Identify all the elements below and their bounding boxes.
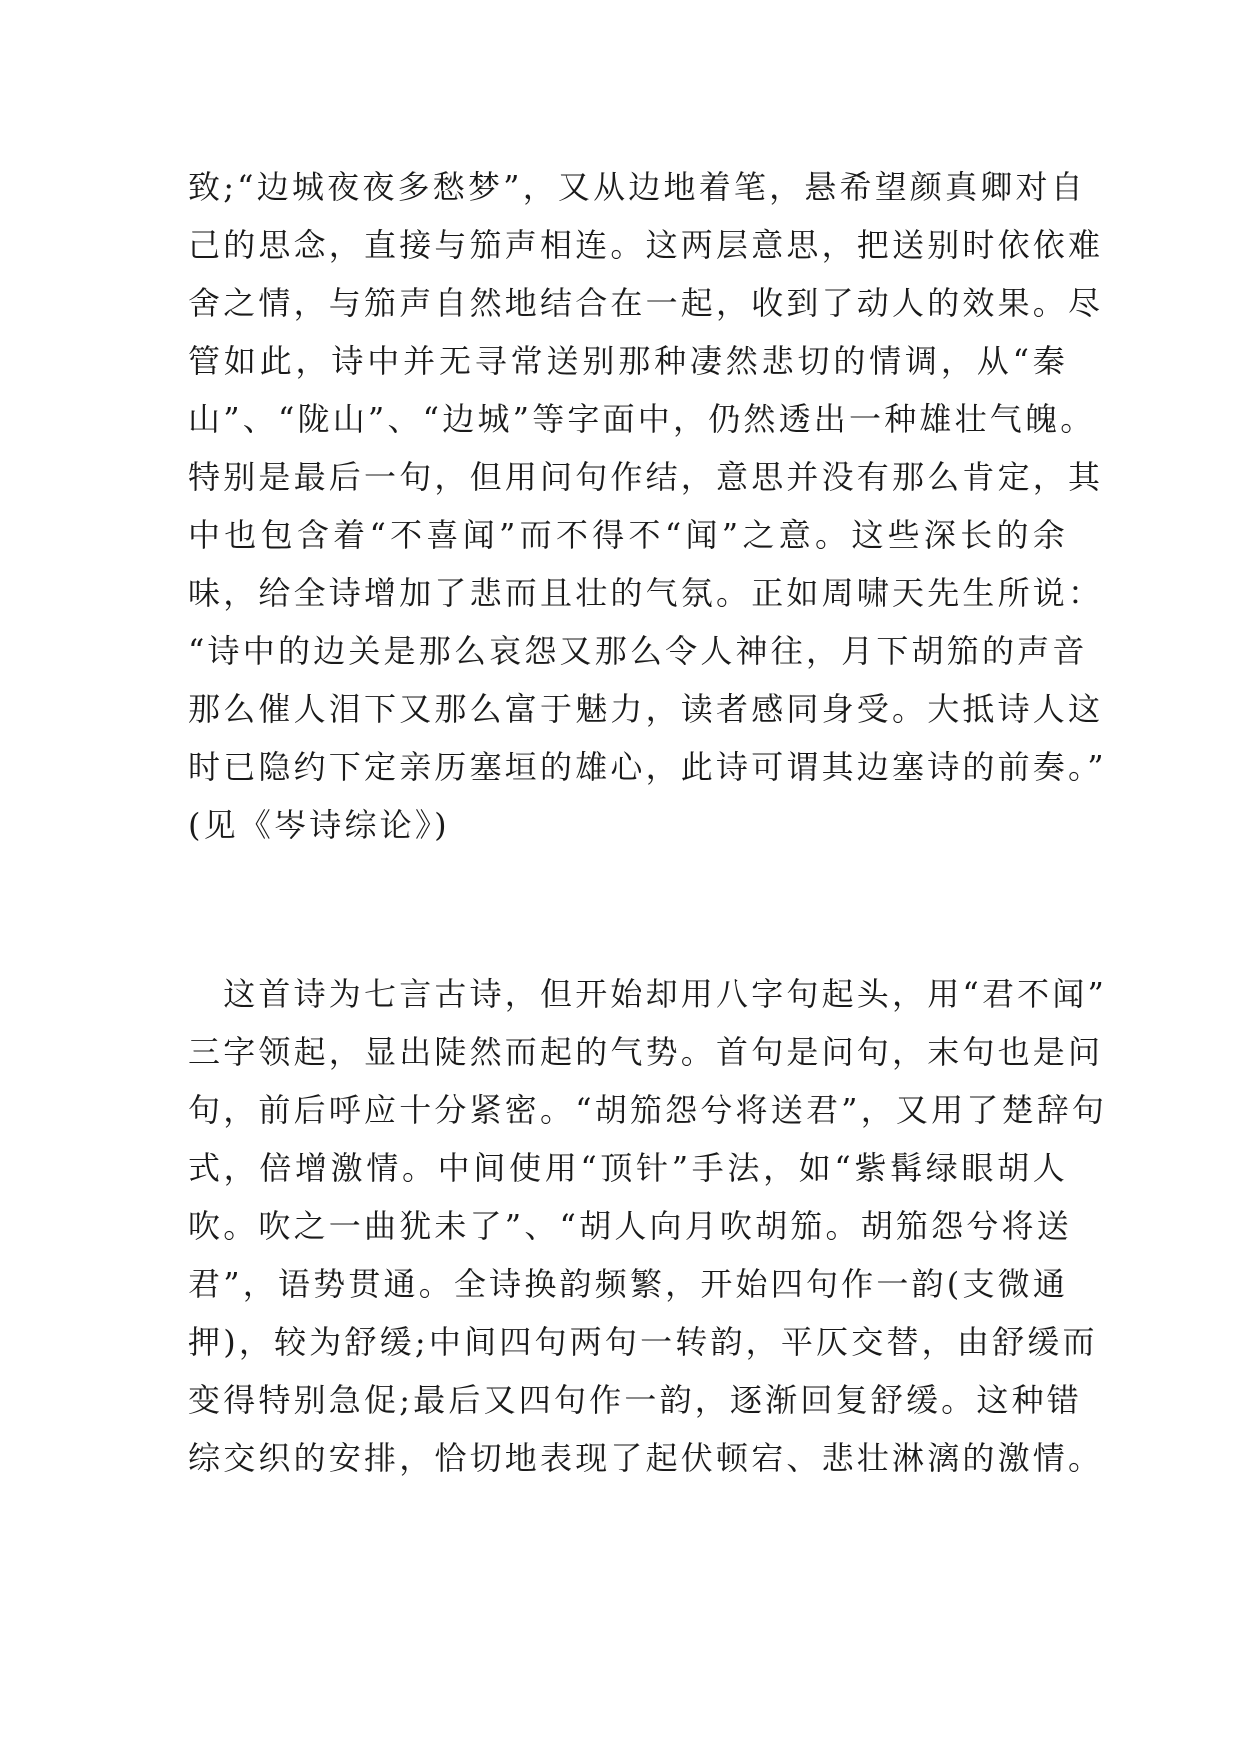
text-line: 中也包含着“不喜闻”而不得不“闻”之意。这些深长的余 — [188, 516, 1068, 554]
text-line: 式，倍增激情。中间使用“顶针”手法，如“紫髯绿眼胡人 — [188, 1149, 1068, 1187]
text-line: 押)，较为舒缓;中间四句两句一转韵，平仄交替，由舒缓而 — [188, 1323, 1098, 1361]
text-line: 山”、“陇山”、“边城”等字面中，仍然透出一种雄壮气魄。 — [188, 400, 1096, 438]
text-line: 己的思念，直接与笳声相连。这两层意思，把送别时依依难 — [188, 226, 1104, 264]
text-line: 那么催人泪下又那么富于魅力，读者感同身受。大抵诗人这 — [188, 690, 1104, 728]
text-line: 君”，语势贯通。全诗换韵频繁，开始四句作一韵(支微通 — [188, 1265, 1069, 1303]
text-line: 变得特别急促;最后又四句作一韵，逐渐回复舒缓。这种错 — [188, 1381, 1082, 1419]
text-line: 味，给全诗增加了悲而且壮的气氛。正如周啸天先生所说： — [188, 574, 1104, 612]
text-line: 吹。吹之一曲犹未了”、“胡人向月吹胡笳。胡笳怨兮将送 — [188, 1207, 1072, 1245]
text-line: 句，前后呼应十分紧密。“胡笳怨兮将送君”，又用了楚辞句 — [188, 1091, 1108, 1129]
text-line: 舍之情，与笳声自然地结合在一起，收到了动人的效果。尽 — [188, 284, 1104, 322]
text-line: 致;“边城夜夜多愁梦”，又从边地着笔，悬希望颜真卿对自 — [188, 168, 1086, 206]
paragraph-analysis — [188, 965, 1108, 1487]
text-line: 特别是最后一句，但用问句作结，意思并没有那么肯定，其 — [188, 458, 1104, 496]
text-line: 三字领起，显出陡然而起的气势。首句是问句，末句也是问 — [188, 1033, 1104, 1071]
text-line: 时已隐约下定亲历塞垣的雄心，此诗可谓其边塞诗的前奏。” — [188, 748, 1107, 786]
text-line: 综交织的安排，恰切地表现了起伏顿宕、悲壮淋漓的激情。 — [188, 1439, 1104, 1477]
text-line: “诗中的边关是那么哀怨又那么令人神往，月下胡笳的声音 — [188, 632, 1088, 670]
text-line: 这首诗为七言古诗，但开始却用八字句起头，用“君不闻” — [188, 975, 1108, 1013]
paragraph-commentary — [188, 158, 1107, 854]
text-line-citation: (见《岑诗综论》) — [188, 806, 450, 844]
text-line: 管如此，诗中并无寻常送别那种凄然悲切的情调，从“秦 — [188, 342, 1068, 380]
